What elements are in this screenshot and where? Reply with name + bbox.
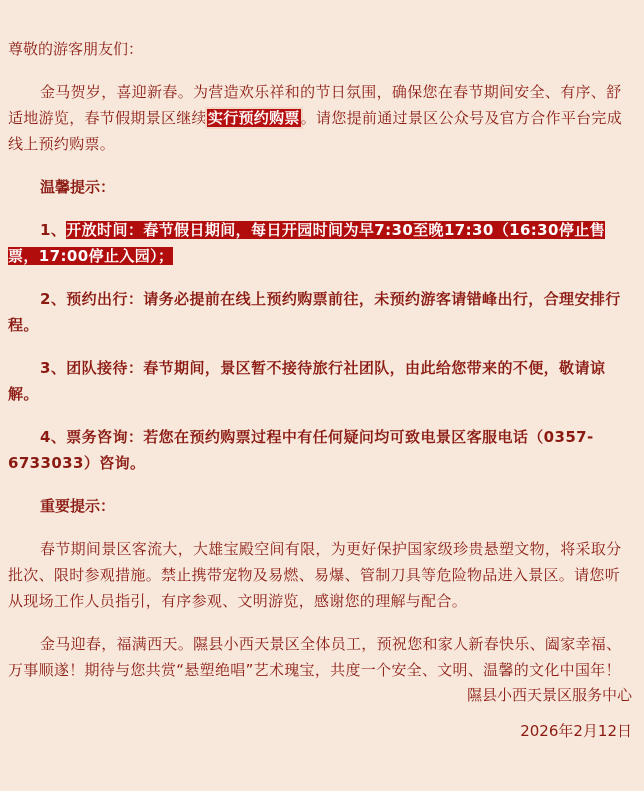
tip-item-ticket-inquiry: [8, 424, 634, 476]
tip-text: 预约出行：请务必提前在线上预约购票前往，未预约游客请错峰出行，合理安排行程。: [8, 290, 621, 334]
reservation-highlight: 实行预约购票: [207, 109, 300, 127]
tip-number: 4、: [40, 428, 67, 446]
signature-organization: 隰县小西天景区服务中心: [466, 686, 632, 704]
closing-paragraph: 金马迎春，福满西天。隰县小西天景区全体员工，预祝您和家人新春快乐、阖家幸福、万事顺遂！期待与您共赏“悬塑绝唱”艺术瑰宝，共度一个安全、文明、温馨的文化中国年！: [8, 635, 622, 679]
intro-text-after: 。请您提前通过景区公众号及官方合作平台完成线上预约购票。: [8, 109, 623, 153]
tip-number: 3、: [40, 359, 67, 377]
opening-hours-highlight: 开放时间：春节假日期间，每日开园时间为早7:30至晚17:30（16:30停止售票，17:00停止入园）；: [8, 221, 606, 265]
important-paragraph: 春节期间景区客流大，大雄宝殿空间有限，为更好保护国家级珍贵悬塑文物，将采取分批次、限时参观措施。禁止携带宠物及易燃、易爆、管制刀具等危险物品进入景区。请您听从现场工作人员指引，有序参观、文明游览，感谢您的理解与配合。: [8, 540, 622, 610]
tip-number: 2、: [40, 290, 67, 308]
tip-text: 票务咨询：若您在预约购票过程中有任何疑问均可致电景区客服电话（0357-6733033）咨询。: [8, 428, 594, 472]
tip-item-groups: [8, 355, 634, 407]
tip-text: 团队接待：春节期间，景区暂不接待旅行社团队，由此给您带来的不便，敬请谅解。: [8, 359, 606, 403]
tip-item-opening-hours: [8, 217, 634, 269]
signature-date: 2026年2月12日: [520, 722, 632, 740]
tip-item-reservation: [8, 286, 634, 338]
important-title: 重要提示：: [40, 497, 116, 515]
intro-paragraph: [8, 79, 634, 157]
intro-text-before: 金马贺岁，喜迎新春。为营造欢乐祥和的节日氛围，确保您在春节期间安全、有序、舒适地游览，春节假期景区继续: [8, 83, 622, 127]
tips-title: 温馨提示：: [40, 178, 116, 196]
tip-number: 1、: [40, 221, 67, 239]
greeting: 尊敬的游客朋友们：: [8, 40, 144, 58]
